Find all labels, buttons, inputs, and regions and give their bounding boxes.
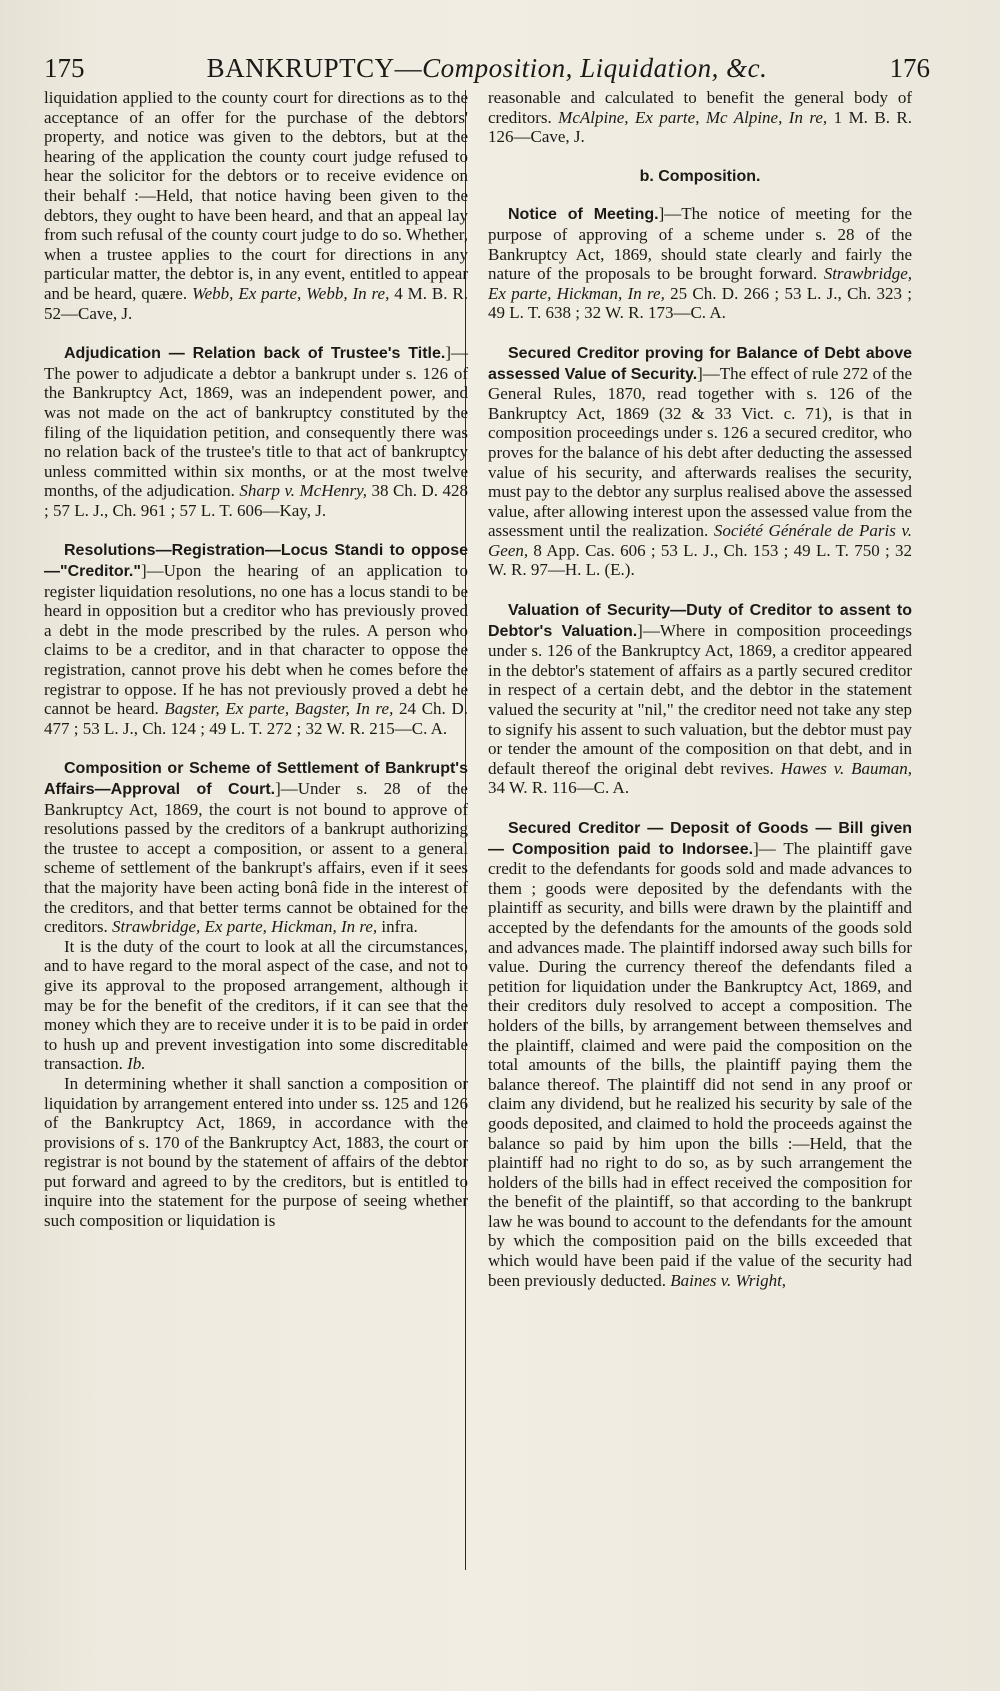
page-number-right: 176 — [889, 53, 930, 83]
left-column — [44, 88, 468, 1251]
report-reference: 34 W. R. 116—C. A. — [488, 778, 630, 798]
entry-paragraph — [44, 88, 468, 323]
left-entry-resolutions — [44, 540, 468, 738]
running-title-sub: Composition, Liquidation, &c. — [422, 53, 768, 83]
report-reference: 24 Ch. D. 477 ; 53 L. J., Ch. 124 ; 49 L. T. 272 ; 32 W. R. 215—C. A. — [44, 699, 468, 738]
entry-text: ]—Where in composition proceedings under s. 126 of the Bankruptcy Act, 1869, a creditor appeared in the debtor's statement of affairs as a partly secured creditor in respect of a certain debt, and the debtor in the statement valued the security at "nil," the creditor need not take any step to signify his assent to such valuation, but the debtor must pay or tender the amount of the composition on that debt, and in default thereof the original debt revives. — [488, 620, 913, 778]
entry-heading: Valuation of Security—Duty of Creditor to assent to Debtor's Valuation. — [488, 602, 912, 640]
report-reference: infra. — [377, 917, 418, 937]
entry-paragraph — [488, 343, 912, 580]
entry-paragraph — [44, 1074, 468, 1231]
entry-heading: Adjudication — Relation back of Trustee's Title. — [64, 345, 446, 363]
case-citation: Hawes v. Bauman, — [780, 758, 912, 778]
case-citation: Ib. — [127, 1054, 146, 1074]
entry-text: ]—The notice of meeting for the purpose of approving of a scheme under s. 28 of the Bankruptcy Act, 1869, should state clearly and fairly the nature of the proposals to be brought forward. — [488, 204, 913, 284]
entry-heading: Resolutions—Registration—Locus Standi to oppose—"Creditor." — [44, 542, 468, 581]
running-title-main: BANKRUPTCY— — [206, 53, 423, 83]
entry-heading: Notice of Meeting. — [508, 206, 659, 224]
running-header — [44, 48, 930, 88]
report-reference: 1 M. B. R. 126—Cave, J. — [488, 107, 912, 147]
section-subheading: b. Composition. — [639, 167, 761, 185]
entry-text: ]—The effect of rule 272 of the General Rules, 1870, read together with s. 126 of the Bankruptcy Act, 1869 (32 & 33 Vict. c. 71), is that in composition proceedings under s. 126 a secured creditor, who proves for the balance of his debt after deducting the assessed value of his security, and afterwards realises the security, must pay to the debtor any surplus realised above the assessed value, after allowing interest upon the assessed value from the assessment until the realization. — [488, 363, 912, 541]
right-entry-valuation-of-security — [488, 600, 912, 798]
entry-text: liquidation applied to the county court for directions as to the acceptance of an offer for the purchase of the debtors' property, and notice was given to the debtors, but at the hearing of the application the county court judge refused to hear the solicitor for the debtors or to receive evidence on their behalf :—Held, that notice having been given to the debtors, they ought to have been heard, and that an appeal lay from such refusal of the county court judge to do so. Whether, when a trustee applies to the court for directions in any particular matter, the debtor is, in any event, entitled to appear and be heard, quære. — [44, 88, 468, 303]
entry-heading: Secured Creditor proving for Balance of Debt above assessed Value of Security. — [488, 344, 912, 383]
report-reference: 4 M. B. R. 52—Cave, J. — [44, 283, 469, 323]
entry-paragraph — [44, 758, 468, 936]
case-citation: Bagster, Ex parte, Bagster, In re, — [164, 699, 394, 719]
right-column — [488, 88, 912, 1310]
case-citation: Strawbridge, Ex parte, Hickman, In re, — [488, 264, 912, 303]
entry-text: reasonable and calculated to benefit the general body of creditors. — [488, 88, 912, 127]
entry-paragraph — [44, 343, 468, 520]
left-entry-adjudication — [44, 343, 468, 520]
entry-paragraph — [488, 204, 912, 323]
entry-paragraph — [44, 937, 468, 1074]
left-entry-continued — [44, 88, 468, 323]
entry-text: ]—Under s. 28 of the Bankruptcy Act, 1869, the court is not bound to approve of resolutions passed by the creditors of a bankrupt authorizing the trustee to accept a composition, or assent to a general scheme of settlement of the bankrupt's affairs, even if it sees that the majority have been acting bonâ fide in the interest of the creditors, and that better terms cannot be obtained for the creditors. — [44, 779, 468, 937]
case-citation: McAlpine, Ex parte, Mc Alpine, In re, — [558, 107, 828, 127]
right-entry-notice-of-meeting — [488, 204, 912, 323]
right-entry-continued — [488, 88, 912, 147]
case-citation: Société Générale de Paris v. Geen, — [488, 521, 912, 560]
case-citation: Strawbridge, Ex parte, Hickman, In re, — [111, 917, 378, 937]
entry-text: ]—The power to adjudicate a debtor a bankrupt under s. 126 of the Bankruptcy Act, 1869, was an independent power, and was not made on the act of bankruptcy constituted by the filing of the liquidation petition, and consequently there was no relation back of the trustee's title to that act of bankruptcy unless committed within six months, or at the most twelve months, of the adjudication. — [44, 343, 468, 501]
left-entry-composition-scheme — [44, 758, 468, 1230]
entry-paragraph — [44, 540, 468, 738]
entry-text: ]— The plaintiff gave credit to the defendants for goods sold and made advances to them ; goods were deposited by the defendants with the plaintiff as security, and bills were drawn by the plaintiff and accepted by the defendants for the amounts of the goods sold and advances made. The plaintiff indorsed away such bills for value. During the currency thereof the defendants filed a petition for liquidation under the Bankruptcy Act, 1869, and their creditors duly resolved to accept a composition. The holders of the bills, by arrangement between themselves and the plaintiff, claimed and were paid the composition on the total amounts of the bills, the plaintiff paying them the balance thereof. The plaintiff did not send in any proof or claim any dividend, but he realized his security by sale of the goods deposited, and claimed to hold the proceeds against the balance so paid by him upon the bills :—Held, that the plaintiff had no right to do so, as by such arrangement the holders of the bills had in effect received the composition for the benefit of the plaintiff, so that according to the bankrupt law he was bound to account to the defendants for the amount by which the composition paid on the bills exceeded that which would have been paid if the value of the security had been previously deducted. — [488, 838, 913, 1290]
entry-paragraph — [488, 818, 912, 1290]
entry-paragraph — [488, 600, 912, 798]
case-citation: Baines v. Wright, — [670, 1270, 787, 1290]
entry-text: It is the duty of the court to look at all the circumstances, and to have regard to the moral aspect of the case, and not to give its approval to the proposed arrangement, although it may be for the benefit of the creditors, if it can see that the money which they are to receive under it is to be paid in order to hush up and prevent investigation into some discreditable transaction. — [44, 936, 468, 1074]
report-reference: 38 Ch. D. 428 ; 57 L. J., Ch. 961 ; 57 L. T. 606—Kay, J. — [44, 481, 468, 520]
entry-text: ]—Upon the hearing of an application to register liquidation resolutions, no one has a locus standi to be heard in opposition but a creditor who has previously proved a debt in the mode prescribed by the rules. A person who claims to be a creditor, and in that character to oppose the registration, cannot prove his debt when he comes before the registrar to oppose. If he has not previously proved a debt he cannot be heard. — [44, 561, 468, 719]
right-entry-secured-creditor-balance — [488, 343, 912, 580]
entry-heading: Composition or Scheme of Settlement of Bankrupt's Affairs—Approval of Court. — [44, 760, 468, 798]
case-citation: Webb, Ex parte, Webb, In re, — [192, 283, 390, 303]
report-reference: 25 Ch. D. 266 ; 53 L. J., Ch. 323 ; 49 L. T. 638 ; 32 W. R. 173—C. A. — [488, 283, 913, 323]
page-number-left: 175 — [44, 53, 85, 83]
case-citation: Sharp v. McHenry, — [239, 481, 367, 501]
entry-text: In determining whether it shall sanction a composition or liquidation by arrangement entered into under ss. 125 and 126 of the Bankruptcy Act, 1869, in accordance with the provisions of s. 170 of the Bankruptcy Act, 1883, the court or registrar is not bound by the statement of affairs of the debtor put forward and agreed to by the creditors, but is entitled to inquire into the statement for the purpose of seeing whether such composition or liquidation is — [44, 1073, 468, 1231]
right-entry-deposit-of-goods — [488, 818, 912, 1290]
entry-paragraph — [488, 88, 912, 147]
entry-heading: Secured Creditor — Deposit of Goods — Bill given — Composition paid to Indorsee. — [488, 820, 912, 858]
report-reference: 8 App. Cas. 606 ; 53 L. J., Ch. 153 ; 49 L. T. 750 ; 32 W. R. 97—H. L. (E.). — [488, 540, 912, 580]
running-title — [44, 48, 930, 88]
